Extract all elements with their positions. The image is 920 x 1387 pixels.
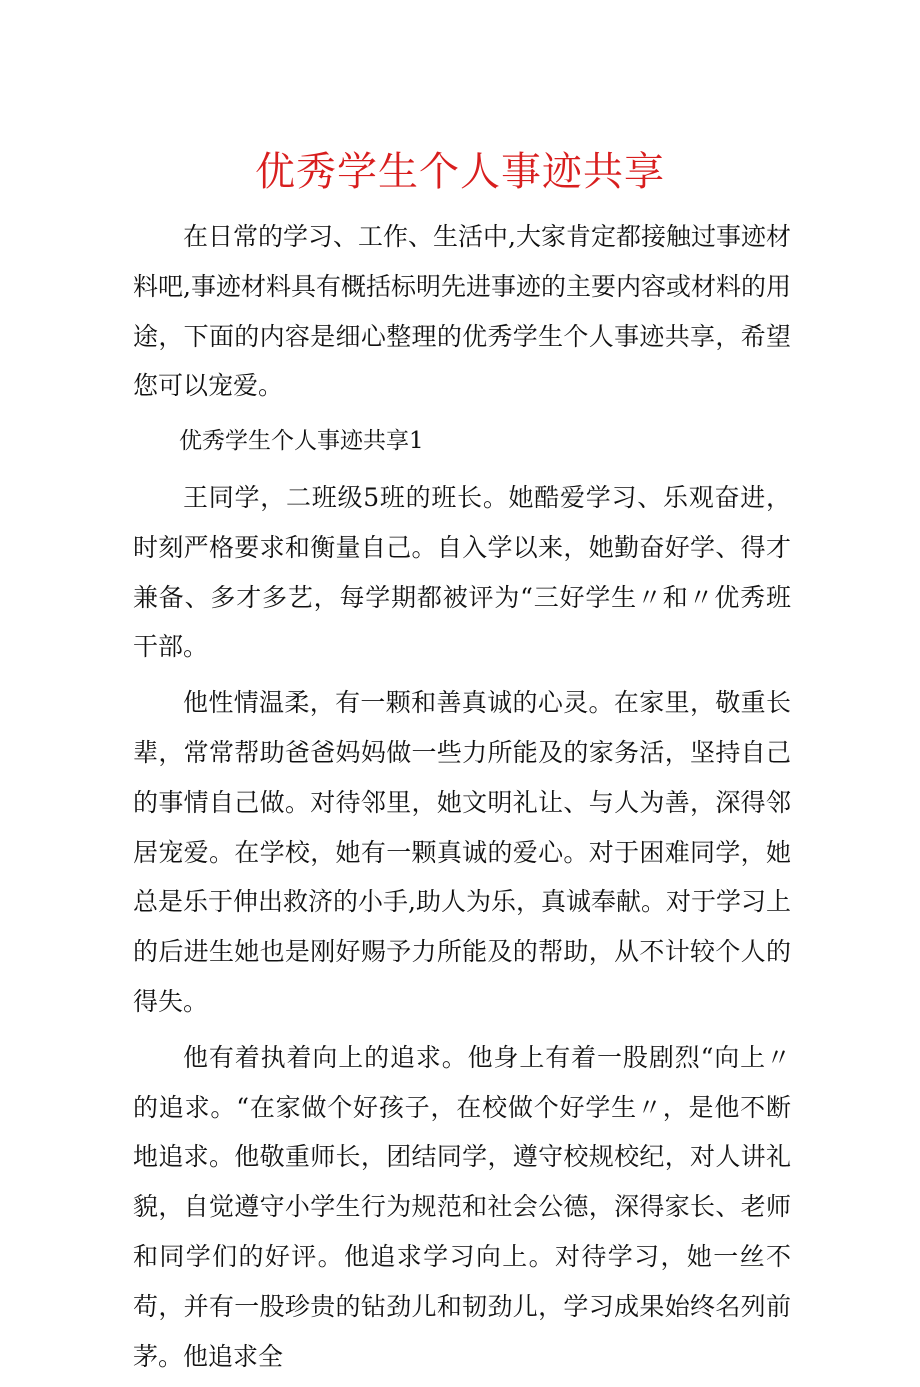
section-heading: 优秀学生个人事迹共享1 [179, 428, 424, 455]
body-paragraph: 他性情温柔，有一颗和善真诚的心灵。在家里，敬重长辈，常常帮助爸爸妈妈做一些力所能及的家务活，坚持自己的事情自己做。对待邻里，她文明礼让、与人为善，深得邻居宠爱。在学校，她有一颗真诚的爱心。对于困难同学，她总是乐于伸出救济的小手,助人为乐，真诚奉献。对于学习上的后进生她也是刚好赐予力所能及的帮助，从不计较个人的得失。 [133, 688, 791, 1016]
body-paragraph: 他有着执着向上的追求。他身上有着一股剧烈“向上〃的追求。“在家做个好孩子，在校做个好学生〃，是他不断地追求。他敬重师长，团结同学，遵守校规校纪，对人讲礼貌，自觉遵守小学生行为规范和社会公德，深得家长、老师和同学们的好评。他追求学习向上。对待学习，她一丝不苟，并有一股珍贵的钻劲儿和韧劲儿，学习成果始终名列前茅。他追求全 [133, 1042, 791, 1371]
document-title: 优秀学生个人事迹共享 [255, 149, 665, 195]
document-body [133, 212, 791, 1387]
intro-paragraph: 在日常的学习、工作、生活中,大家肯定都接触过事迹材料吧,事迹材料具有概括标明先进事迹的主要内容或材料的用途，下面的内容是细心整理的优秀学生个人事迹共享，希望您可以宠爱。 [133, 222, 791, 401]
body-paragraph: 王同学，二班级5班的班长。她酷爱学习、乐观奋进，时刻严格要求和衡量自己。自入学以来，她勤奋好学、得才兼备、多才多艺，每学期都被评为“三好学生〃和〃优秀班干部。 [133, 482, 791, 662]
